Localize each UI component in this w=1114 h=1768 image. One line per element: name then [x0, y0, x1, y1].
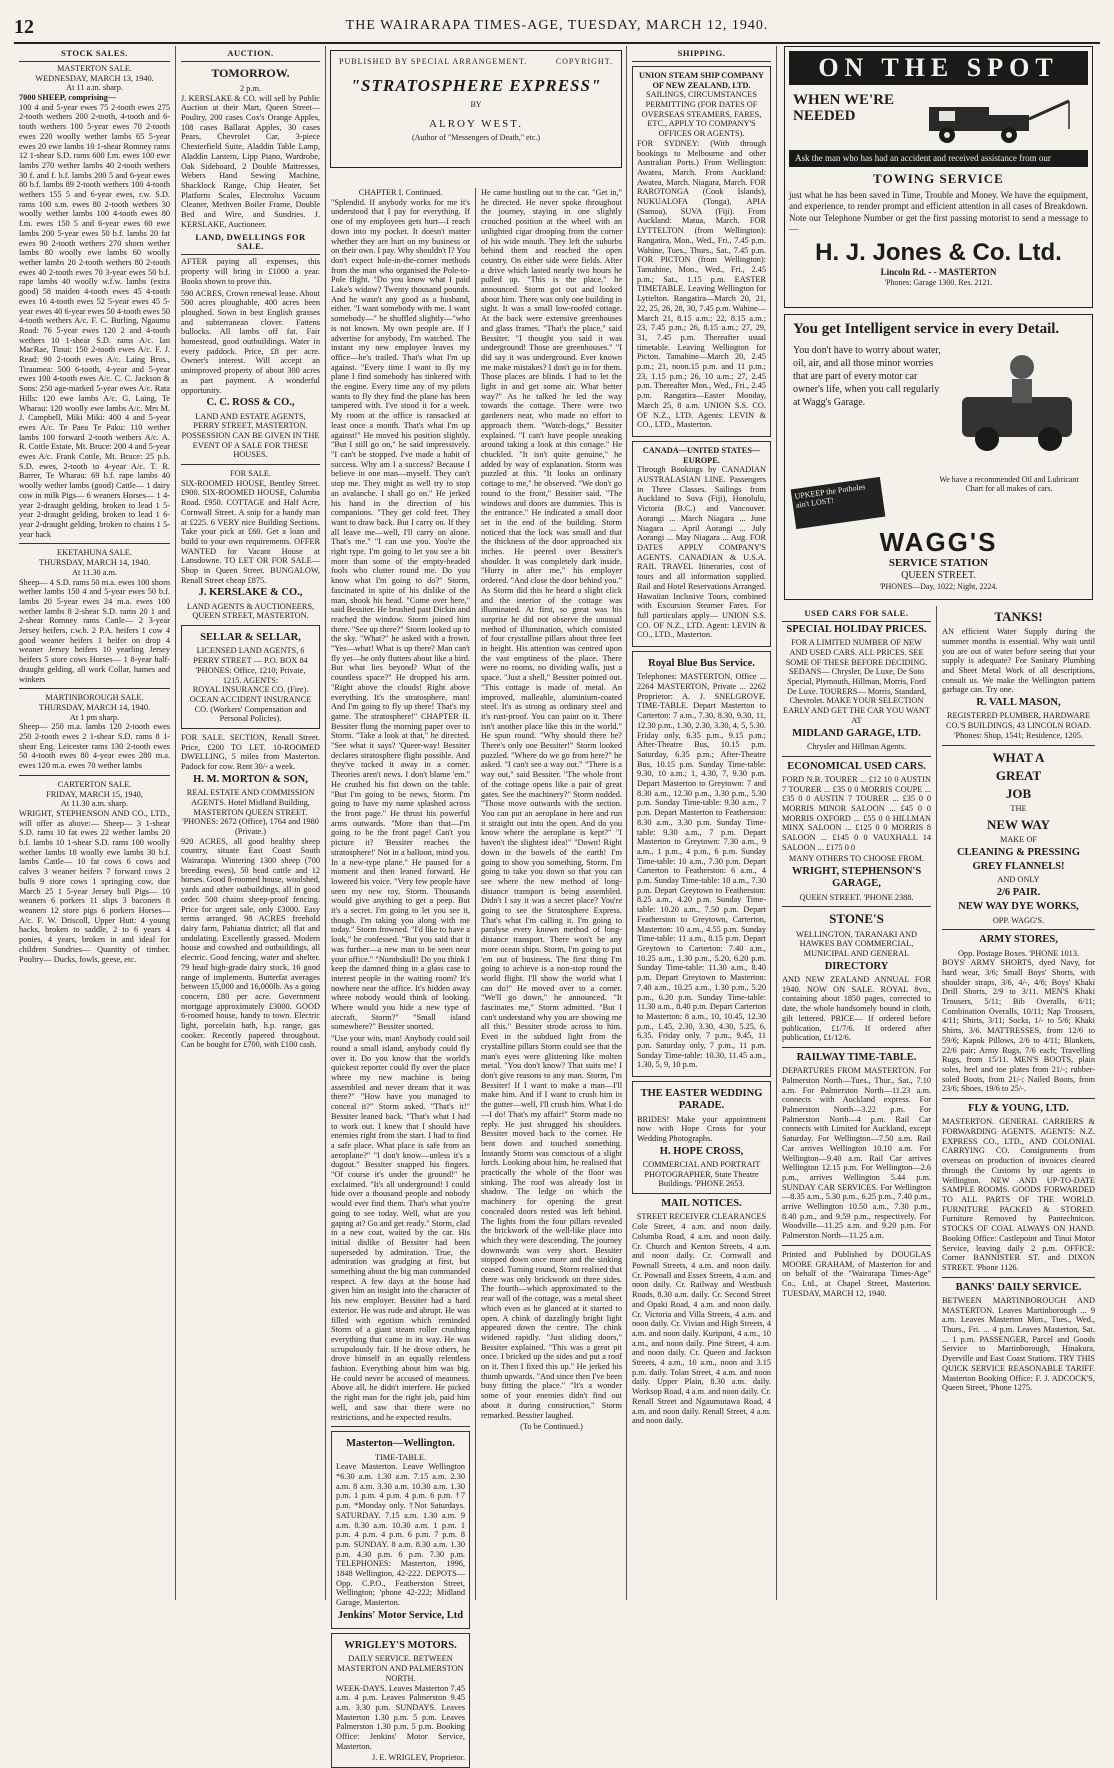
wrigley-rows: WEEK-DAYS. Leaves Masterton 7.45 a.m. 4 p.m. Leaves Palmerston 9.45 a.m. 3.30 p.m. SUNDAYS. Leaves Masterton 1.30 p.m. 5 p.m. Leaves Palmerston 1.30 p.m. 5 p.m. Booking Office: Jenkins' Motor Service, Masterton. [336, 1683, 465, 1751]
waggs-name: WAGG'S [879, 527, 998, 557]
sale-lead: 7000 SHEEP, comprising— [19, 93, 117, 103]
section-heading: STOCK SALES. [19, 49, 170, 62]
serial-arrangement: PUBLISHED BY SPECIAL ARRANGEMENT. [339, 57, 528, 66]
spot-band: Ask the man who has had an accident and received assistance from our [789, 150, 1088, 167]
sale-date: WEDNESDAY, MARCH 13, 1940. [35, 73, 154, 83]
divider [782, 906, 931, 907]
army-stores: ARMY STORES, [979, 934, 1058, 946]
land-ad: AFTER paying all expenses, this property will bring in £1000 a year. Books shown to prove this. [181, 257, 320, 286]
timetable-title: Masterton—Wellington. [346, 1438, 455, 1450]
midland-garage: MIDLAND GARAGE, LTD. [792, 727, 921, 739]
timetable-rows: Leave Masterton. Leave Wellington *6.30 a.m. 1.30 a.m. 7.15 a.m. 2.30 a.m. 8 a.m. 3.30 a.m. 10.30 a.m. 1.30 p.m. 1 p.m. 4 p.m. 4 p.m. 6 p.m. †7 p.m. *Monday only. †Not Saturdays. SATURDAY. 7.15 a.m. 1.30 a.m. 9 a.m. 8.30 a.m. 10.30 a.m. 1 p.m. 1 p.m. 4 p.m. 4 p.m. 6 p.m. 7 p.m. 8 p.m. SUNDAY. 8 a.m. 8.30 a.m. 1.30 p.m. 4.30 p.m. 6 p.m. 7.30 p.m. TELEPHONES: Masterton, 1996, 1848 Wellington, 42-222. DEPOTS—Opp. C.P.O., Featherston Street, Wellington; 'phone 42-222; Midland Garage, Masterton. [336, 1462, 465, 1608]
divider [782, 756, 931, 757]
land-ad: 590 ACRES, Crown renewal lease. About 500 acres ploughable, 400 acres been ploughed. Sown in best English grasses and subterranean clover. Fattens bullocks. All lambs off fat. Fair homestead, good outbuildings. Water in every paddock. Price, £8 per acre. Owner's interest. Will accept an unimproved property of about 300 acres as part payment. A wonderful opportunity. [181, 288, 320, 395]
dye-price: 2/6 PAIR. [996, 887, 1041, 898]
wright-stephenson-sub: QUEEN STREET. 'PHONE 2388. [799, 892, 914, 902]
spot-title: ON THE SPOT [789, 51, 1088, 85]
chapter-heading: CHAPTER I. Continued. [358, 188, 443, 197]
divider [331, 1426, 470, 1427]
midland-sub: Chrysler and Hillman Agents. [806, 741, 907, 751]
timetable-subtitle: TIME-TABLE. [374, 1452, 427, 1462]
dye-new-way: NEW WAY [987, 816, 1050, 832]
serial-title: "STRATOSPHERE EXPRESS" [350, 76, 602, 96]
sale-heading: MASTERTON SALE. [57, 63, 132, 73]
divider [942, 1098, 1095, 1099]
serial-by: BY [470, 100, 482, 110]
serial-notice [339, 57, 613, 66]
tanks-heading: TANKS! [994, 609, 1043, 624]
divider [19, 543, 170, 544]
stones-heading: STONE'S [829, 911, 884, 927]
land-ad: SIX-ROOMED HOUSE, Bentley Street. £900. SIX-ROOMED HOUSE, Columba Road. £950. COTTAGE and Half Acre, Cornwall Street. A snip for a handy man at £225. 6 VERY nice Building Sections. Take your pick at £60. Get a loan and build to your own requirements. OFFER WANTED for Vacant House at Lansdowne. TO LET OR FOR SALE—Shop in Queen Street. BUNGALOW, Renall Street cheap £875. [181, 478, 320, 585]
page-number: 12 [14, 16, 34, 38]
wrigley-subtitle: DAILY SERVICE. BETWEEN MASTERTON AND PALMERSTON NORTH. [337, 1654, 464, 1683]
towing-service: TOWING SERVICE [873, 170, 1004, 186]
story-text: "Splendid. If anybody works for me it's understood that I pay for everything. If one of my employees gets hurt—I reach down into my pocket. It doesn't matter whether they are hurt on my business or on their own. I pay. Why shouldn't I? You don't expect hole-in-the-corner methods from the man who organised the Pole-to-Pole flight. "Do you know what I paid Lake's widow? Twenty thousand pounds. And he wasn't any good as a husband, either. "I want somebody with me. I want somebody—" he shuffled slightly—"who is not known. My own people are. If I advertise for anybody, I'm watched. The instant my new employee leaves my office—he's trailed. That's what I'm up against. "Every time I want to fly my plane I find somebody has tinkered with the engine. Every time any of my pilots wants to fly they find the plane has been tampered with. I've stood it for a week. My room at the office is ransacked at least once a month. That's what I'm up against!" He moved his position slightly. "But I still go on," he said impressively. "I can't be stopped. I've made a habit of success. Why am I a success? Because I believe in one man—myself. They can't stop me. They might as well try to stop an avalanche. I shall go on." He jerked his hand in the direction of his companions. "They get cold feet. They want to draw back. But I carry on. If they all leave me—well, I'll carry on alone. That's me." "I can use you. You're the right type. I'm going to let you see a bit more than some of the empty-headed fools who clutter round me. Do you know what I'm going to do?" Storm, fascinated in spite of his dislike of the man, shook his head. "Come over here," said Bessiter. He brushed past Dickin and reached the window. Storm joined him there. "See up there?" Storm looked up to the sky. "What?" he asked with a frown. "Yes—what! What is up there? Man can't fly yet—he only flutters about like a bird. But what lies beyond? What of the countless space?" He dropped his arm. "Right above the clouds! Right above everything. It's the stratosphere, man! And I'm going to fly up there! That's my game. The stratosphere!" CHAPTER II. Bessiter flung the morning paper over to Storm. "Take a look at that," he directed. "See what it says? 'Queer-way! Bessiter declares stratosphere flight possible. And they've tucked it away in a corner. Theories aren't news. I don't blame 'em." He crushed his fist down on the table. "But I'm going to be news, Storm. I'm going to have my name splashed across the front page." He thrust his powerful arms outwards. "More than that—I'm going to be the front page! Can't you picture it? 'Bessiter reaches the stratosphere!' Not in a balloon, mind you. In a new-type plane." He paused for a moment and then leaned forward. He lowered his voice. "Very few people have seen my new toy, Storm. Thousands would give anything to get a peep. But it's a secret. I'm going to let you see it, though. I'm taking you along with me today." Storm frowned. "I'd like to have a look," he confessed. "But you said that it was further—a new man to be seen near your office." "Numbskull! Do you think I keep the damned thing in a glass case to interest people in the waiting room? It's nowhere near the office. It's hidden away where nobody would think of looking. Where would you hide a new type of aircraft, Storm?" "Small island somewhere?" Bessiter snorted. [331, 197, 470, 1032]
serial-column [326, 46, 627, 1763]
hj-jones-name: H. J. Jones & Co. Ltd. [815, 239, 1062, 267]
for-sale-heading: FOR SALE. [229, 469, 272, 479]
canada-body: Through Bookings by CANADIAN AUSTRALASIAN LINE. Passengers in Three Classes. Sailings from Auckland to Suva (Fiji), Honolulu, Victoria (B.C.) and Vancouver. Aorangi ... March Niagara ... June Niagara ... April Aorangi ... July Aorangi ... May Niagara ... Aug. FOR DATES APPLY COMPANY'S AGENTS. CANADIAN & U.S.A. RAIL TRAVEL Itineraries, cost of tours and all information supplied. Rail and Hotel Reservations Arranged. Hawaiian Inclusive Tours, combined with Excursion Steamer Fares. For full particulars apply— UNION S.S. CO. OF N.Z., LTD. Agent: LEVIN & CO., LTD., Masterton. [637, 465, 766, 640]
section-heading: USED CARS FOR SALE. [782, 609, 931, 622]
directory-heading: DIRECTORY [824, 960, 889, 972]
holiday-prices: SPECIAL HOLIDAY PRICES. [786, 623, 927, 635]
agent-detail: LAND AGENTS & AUCTIONEERS, QUEEN STREET, MASTERTON. [186, 601, 315, 621]
sailings-list: FOR SYDNEY: (With through bookings to Melbourne and other Australian Ports.) From Wellington: Awatea, March. From Auckland: Awatea, March. Niagara, March. FOR RAROTONGA (Cook Islands), NUKUALOFA (Tonga), APIA (Samoa), SUVA (Fiji). From Auckland: Matua, March. FOR LYTTELTON (from Wellington): Rangatira, Mon., Wed., Fri., 7.45 p.m. Wahine, Tues., Thurs., Sat., 7.45 p.m. FOR PICTON (from Wellington): Tamahine, Mon., Wed., Fri., 2.45 p.m.; Sat., 1.15 p.m. EASTER TIMETABLE. Leaving Wellington for Lyttelton. Rangatira—March 20, 21, 22, 25, 26, 28, 30, 7.45 p.m. Wahine—March 21, 8.15 a.m.; 22, 8.15 a.m.; 23, 7.45 p.m.; 26, 8.15 a.m.; 27, 29, 31, 7.45 p.m. Thereafter usual timetable. Leaving Wellington for Picton. Tamahine—March 20, 2.45 p.m.; 21, noon.15 p.m. and 11 p.m.; 23, 1.15 p.m.; 26, 10 a.m.; 27, 2.45 p.m. Thereafter Mon., Wed., Fri., 2.45 p.m. Rangatira—Easter Monday, March 25, 8 a.m. UNION S.S. CO. OF N.Z., LTD. Agents: LEVIN & CO., LTD., Masterton. [637, 138, 766, 430]
tanks-body: AN efficient Water Supply during the summer months is essential. Why wait until you are out of water before seeing that your supply is adequate? For Sanitary Plumbing and Sheet Metal Work of all descriptions, consult us. We make the Wellington pattern garbage can. Try one. [942, 627, 1095, 695]
company-name: UNION STEAM SHIP COMPANY OF NEW ZEALAND, LTD. [639, 70, 764, 90]
army-body: BOYS' ARMY SHORTS, dyed Navy, for hard wear, 3/6; Small Boys' Shorts, with shoulder straps, 3/6, 4/-, 4/6; Boys' Khaki Drill Shorts, 2/9 to 3/11. MEN'S Khaki Trousers, 5/11; Bib Overalls, 6/11; Combination Overalls, 10/11; Nap Trousers, 4/11; Shirts, 3/11; Socks, 1/- to 5/6; Khaki Shirts, 3/6. MATTRESSES, from 12/6 to 59/6; Kapok Pillows, 2/6 to 4/11; Blankets, 22/6 pair; Army Rugs, 7/6 each; Travelling Rugs, from 15/11. MEN'S BOOTS, plain soles, heel and toe plates from 21/-; rubber-soled Boots, from 21/-; Nailed Boots, from 23/6; Shoes, 19/6 to 25/-. [942, 958, 1095, 1094]
photographer-name: H. HOPE CROSS, [659, 1145, 744, 1157]
royal-blue-bus-ad [632, 651, 771, 1077]
dye-grey: GREY FLANNELS! [972, 861, 1065, 873]
stones-body: WELLINGTON, TARANAKI AND HAWKES BAY COMMERCIAL, MUNICIPAL AND GENERAL [796, 929, 917, 959]
sale-list: Sheep— 4 S.D. rams 50 m.a. ewes 100 shorn wether lambs 150 4 and 5-year ewes 50 b.f. lambs 20 5-year ewes 24 m.a. ewes 100 wether lambs 8 2-shear S.D. rams 20 1 and 2-shear Romney rams Cattle— 2 3-year Jersey heifers, r.w.b. 2 P.A. heifers 1 cow 4 good weaner heifers 1 heifer on drop 4 weaner Jersey heifers 10 yearling Jersey heifers 5 store cows Horses— 1 8-year half-draught gelding, all work Collar, hames and winkers [19, 577, 170, 684]
dye-only: AND ONLY [997, 875, 1040, 885]
directory-body: AND NEW ZEALAND ANNUAL FOR 1940. NOW ON SALE. ROYAL 8vo., containing about 1850 pages, corrected to date, the whole handsomely bound in cloth, gilt lettered. PRICE— If ordered before publication, £1/7/6. If ordered after publication, £1/12/6. [782, 975, 931, 1043]
sale-date: FRIDAY, MARCH 15, 1940, [46, 789, 143, 799]
used-cars-column [777, 606, 937, 1600]
spot-row [789, 89, 1088, 147]
sale-date: THURSDAY, MARCH 14, 1940. [38, 702, 151, 712]
wagg-street: QUEEN STREET. [901, 570, 976, 582]
hj-jones-address: Lincoln Rd. - - MASTERTON [880, 267, 997, 278]
tow-truck-icon [909, 89, 1089, 147]
agent-name: H. M. MORTON & SON, [193, 773, 308, 785]
auction-column [176, 46, 326, 1600]
serial-author: ALROY WEST. [429, 117, 523, 130]
agent-name: SELLAR & SELLAR, [200, 632, 301, 644]
story-column-right [476, 188, 627, 1600]
agent-detail: ROYAL INSURANCE CO. (Fire). OCEAN ACCIDENT INSURANCE CO. (Workers' Compensation and Personal Policies). [189, 685, 312, 724]
dye-what: WHAT A [992, 749, 1045, 765]
sale-heading: MARTINBOROUGH SALE. [45, 693, 144, 703]
agent-detail: PERRY STREET, MASTERTON. [193, 421, 308, 431]
serial-copyright: COPYRIGHT. [555, 57, 613, 66]
agent-name: J. KERSLAKE & CO., [198, 587, 303, 599]
agent-detail: LICENSED LAND AGENTS, 6 PERRY STREET — P.O. BOX 84 'PHONES: Office, 1210; Private, 1215. AGENTS: [193, 646, 308, 685]
dye-the: THE [1010, 804, 1027, 814]
army-sub: Opp. Postage Boxes. 'PHONE 1013. [957, 948, 1080, 958]
canada-line-ad [632, 441, 771, 647]
wagg-headline: You get Intelligent service in every Detail. [793, 321, 1060, 337]
imprint: Printed and Published by DOUGLAS MOORE GRAHAM, of Masterton for and on behalf of the "Wairarapa Times-Age" Co., Ltd., at Chapel Street, Masterton. TUESDAY, MARCH 12, 1940. [782, 1249, 931, 1298]
sale-list: 100 4 and 5-year ewes 75 2-tooth ewes 275 2-tooth wethers 200 2-tooth, 4-tooth and 6-tooth wethers 100 5-year ewes 70 2-tooth ewes 220 woolly wether lambs 65 5-year ewes 20 ewe lambs 10 1-shear Romney rams 12 1-shear S.D. rams 600 f.m. ewes 100 ewe lambs 270 wether lambs 40 2-tooth wethers 30 f. and f. b.f. lambs 200 5 and 6-year ewes 80 b.f. lambs 89 2-tooth wethers 100 4-tooth wethers 155 5 and 6-year ewes, r.w. S.D. rams 100 s.m. ewes 80 2-tooth wethers 30 woolly wether lambs 100 4-tooth ewes 80 f.m. ewes 150 5 and 6-year ewes 60 ewe lambs 200 5-year ewes 50 b.f. lambs 20 fat ewes 90 2-tooth wethers 270 shorn wether lambs 80 woolly ewe lambs 60 woolly wether lambs 20 2-tooth wethers 80 2-tooth ewes 40 2-tooth ewes 70 3-year ewes 50 b.f. rape lambs 40 woolly w.f.w. lambs (extra good) 58 maiden 4-tooth ewes 45 4-tooth ewes 16 4-tooth ewes 52 5-year ewes 45 5-year ewes 40 6-year ewes 50 4-tooth ewes 50 4-tooth wethers A/c. F. C. Burling, Ngaumu Road: 76 5-year ewes 120 2 and 4-tooth wethers 10 1-shear S.D. rams A/c. Ian MacRae, Tinui: 150 2-tooth ewes A/c. F. J. Read: 90 2-tooth ewes A/c. Laing Bros., Tiraumea: 500 6-tooth, 4-year and 5-year ewes 100 4-tooth ewes A/c. C. C. Jackson & Sons: 250 age-marked 5-year ewes A/c. Rata Hills: 120 ewe lambs A/c. G. Laing, Te Wharau: 120 woolly ewe lambs A/c. Mrs M. J. Campbell, Miki Miki: 400 4 and 5-year ewes A/c. Te Paea Te Paku: 110 wether lambs 100 forward 2-tooth wethers A/c. A. R. Cottle Estate, Mt. Bruce: 200 4 and 5-year ewes A/c. Frank Cottle, Mt. Bruce: 25 p.b. S.D. ewes, 2-tooth to 4-year A/c. T. R. Barrer, Te Wharau: 69 b.f. rape lambs 40 woolly wether lambs (good) Cattle— 1 dairy cow in milk Pigs— 6 weaners Horses— 1 4-year 2-draught gelding, broken to lead 1 5-year 2-draught gelding, broken to lead 1 6-year 2-draught gelding, broken to chains 1 5-year hack [19, 102, 170, 539]
divider [19, 688, 170, 689]
sale-time: At 11.30 a.m. sharp. [60, 799, 129, 809]
dye-cleaning: CLEANING & PRESSING [956, 846, 1081, 858]
spot-body: just what he has been saved in Time, Trouble and Money. We have the equipment, and experience, to render prompt and efficient attention in all cases of Breakdown. Note our Telephone Number or get the first passing motorist to send a message to— [789, 190, 1088, 234]
section-heading: SHIPPING. [632, 49, 771, 62]
wagg-footer [785, 527, 1092, 591]
railway-heading: RAILWAY TIME-TABLE. [796, 1051, 917, 1063]
story-column-left [326, 188, 476, 1763]
wrigley-signature: J. E. WRIGLEY, Proprietor. [371, 1753, 465, 1763]
page-header [14, 10, 1100, 44]
company-notice: SAILINGS, CIRCUMSTANCES PERMITTING (FOR DATES OF OVERSEAS STEAMERS, FARES, ETC., APPLY TO COMPANY'S OFFICES OR AGENTS). [641, 90, 762, 139]
divider [942, 745, 1095, 746]
auction-heading: TOMORROW. [211, 65, 290, 80]
used-cars-body: FOR A LIMITED NUMBER OF NEW AND USED CARS. ALL PRICES. SEE SOME OF THESE BEFORE DECIDING. SEDANS— Chrysler, De Luxe, De Soto Special, Plymouth, Hillman, Morris, Ford De Luxe. TOURERS— Morris, Standard, Chevrolet. MAKE YOUR SELECTION EARLY AND GET THE CAR YOU WANT AT [783, 638, 930, 725]
timetable-company: Jenkins' Motor Service, Ltd [337, 1609, 464, 1621]
sale-time: At 11 a.m. sharp. [66, 83, 123, 93]
sale-time: At 1 pm sharp. [69, 712, 120, 722]
wrigley-title: WRIGLEY'S MOTORS. [344, 1640, 457, 1652]
sale-time: At 11.30 a.m. [71, 567, 118, 577]
divider [19, 775, 170, 776]
wagg-sub: SERVICE STATION [888, 557, 989, 570]
dye-make-of: MAKE OF [999, 835, 1038, 845]
auction-time: 2 p.m. [240, 83, 261, 93]
mail-subheading: STREET RECEIVER CLEARANCES [636, 1212, 767, 1222]
agent-detail: LAND AND ESTATE AGENTS, [195, 411, 306, 421]
bus-timetable-ad [331, 1431, 470, 1629]
sale-list: WRIGHT, STEPHENSON AND CO., LTD., will offer as above:— Sheep— 3 1-shear S.D. rams 10 fat ewes 22 wether lambs 20 b.f. lambs 10 1-shear S.D. rams 100 woolly wether lambs 18 woolly ewe lambs 30 b.f. lambs Cattle— 10 fat cows 6 cows and calves 3 weaner heifers 7 forward cows 2 bulls 9 store cows 1 springing cow, due March 25 1 5-year Jersey bull Pigs— 10 weaners 6 porkers 11 slips 3 baconers 8 weaners 12 store pigs 6 porkers Horses— A/c. F. W. Driscoll, Upper Hutt: 4 young hacks, broken to saddle, 2 to 6 years 4 ponies, 4 years, broken in and ideal for children Sundries— Quantity of timber. Poultry— Ducks, fowls, geese, etc. [19, 808, 170, 964]
sale-heading: CARTERTON SALE. [57, 779, 132, 789]
photographer-detail: COMMERCIAL AND PORTRAIT PHOTOGRAPHER, State Theatre Buildings. 'PHONE 2653. [642, 1160, 761, 1189]
to-be-continued: (To be Continued.) [520, 1422, 583, 1432]
wagg-body: You don't have to worry about water, oil, air, and all those minor worries that are part of every motor car owner's life, when you call regularly at Wagg's Garage. [793, 345, 941, 409]
upkeep-sign: UPKEEP the Potholes ain't LOST! [791, 477, 886, 529]
spot-slogan: WHEN WE'RE NEEDED [793, 92, 894, 125]
tow-truck-illustration [909, 89, 1088, 147]
masthead: THE WAIRARAPA TIMES-AGE, TUESDAY, MARCH 12, 1940. [345, 18, 769, 33]
easter-heading: THE EASTER WEDDING PARADE. [640, 1088, 763, 1112]
story-text: He came bustling out to the car. "Get in," he directed. He never spoke throughout the journey, staying in one slightly crouched position at the wheel with an unlighted cigar drooping from the corner of his wide mouth. They left the suburbs behind them and reached the open country. On either side were fields. After a drive which lasted nearly two hours he pulled up. "This is the place," he announced. Storm got out and looked about him. There was only one building in sight. It was a small low-roofed cottage. At the back were extensive greenhouses and glass frames. "That's the place," said Bessiter. "I thought you said it was underground! Those are greenhouses." "I did say it was underground. Ever known me make mistakes? I don't go in for them. Those places are blinds. I had to let the light in and get some air. What better way?" As he talked he led the way towards the cottage. There were two gardeners near, who made no effort to approach them. "Watch-dogs," Bessiter explained. "I can't have people sneaking around taking a look at this cottage." He chuckled. "It isn't quite genuine," he added by way of explanation. Storm was puzzled at this. "It looks an ordinary cottage to me," he observed. "We don't go round to the front," Bessiter said. "The windows and doors are dummies. This is the entrance." He indicated a small door set in the end of the building. Storm noticed that the lock was small and that the thickness of the door approached six inches. He peered over Bessiter's shoulder. It was completely dark inside. "Hurry in after me," his employer ordered. "And close the door behind you." As Storm did this he heard a slight click and the interior of the cottage was illuminated. At first, so great was his surprise he did not observe the unusual method of illumination, which consisted of four crystalline pillars about three feet in height. His attention was centred upon the vast emptiness of the place. There were no rooms, no dividing walls, just a space. "Just a shell," Bessiter pointed out. "This cottage is made of metal. An improved, malleable, aluminium-coated steel. It's as strong as ordinary steel and it's rust-proof. You can paint on it. There isn't another place like this in the world." He spun round. "Why should there be? There's only one Bessiter!" Storm looked puzzled. "Where do we go from here?" he asked. "I can't see a way out." "There is a way out," said Bessiter. "The whole front of the cottage opens like a pair of great gates. See the machinery?" Storm nodded. "Those move outwards with the section. You can put an aeroplane in here and run it straight out into the open. And do you know where the aeroplane is kept?" "I haven't the slightest idea!" "Down! Right down in the bowels of the earth! I'm going to show you something, Storm. I'm going to take you down so that you can see where the new method of long-distance transport is being assembled. Didn't I say it was a secret place? You're going to see the Stratosphere Express. That's what I'm calling it. I'm going to paralyse every known method of long-distance transport. There won't be any more ocean ships. Storm, I'm going to put 'em out of business. The first thing I'm going to achieve is a non-stop round the world flight. I'll show the world what I can do!" He moved over to a corner. "We'll go down," he announced. "It fascinates me," Storm admitted. "But I can't understand why you are showing me all this." Bessiter strode across to him. Even in the subdued light from the crystalline pillars Storm could see that the man's eyes were glistening like molten metal. "You don't know? That suits me! I don't give reasons to any man. Storm, I'm Bessiter! If I want to make a man—I'll make him. And if I want to crush him in the gutter—well, I'll crush him. What I do—I do! That's my affair!" Storm made no reply. He just shrugged his shoulders. Bessiter moved back to the corner. He bent down and touched something. Instantly Storm was conscious of a slight lurch. Looking about him, he realised that practically the whole of the floor was sinking. The roof was already lost in shadow. The ledge on which the machinery for opening the great concealed doors rested was left behind. The lights from the four pillars revealed the brickwork of the well-like place into which they were descending. The journey downwards was very short. Bessiter stopped down once more and the sinking ceased. Turning round, Storm realised that there was only brickwork on three sides. The fourth—which approximated to the rear wall of the cottage, was a metal sheet which even as he glanced at it started to open. A chink of dazzlingly bright light appeared down the centre. The chink widened rapidly. "Just sliding doors," Bessiter explained. "This was a great pit once. I bricked up the sides and put a roof on it. Then I fixed this up." He jerked his thumb upwards. "And since then I've been busy fitting the place." "It's a wonder some of your enemies didn't find out about it during construction," Storm remarked. Bessiter laughed. [481, 188, 622, 1420]
railway-body: DEPARTURES FROM MASTERTON. For Palmerston North—Tues., Thur., Sat., 7.10 a.m. For Palmerston North—11.23 a.m. connects with Auckland express. For Palmerston North—3.22 p.m. For Palmerston North—4 p.m. Rail Car connects with Limited for Auckland, except Saturday. For Wellington—7.50 a.m. Rail Car arrives Wellington 10.10 a.m. For Wellington—9.40 a.m. Rail Car arrives Wellington 12.15 p.m. For Wellington—2.6 p.m., arrives Wellington 5.44 p.m. SUNDAY CAR SERVICES. For Wellington—8.35 a.m., 5.30 p.m., 6.25 p.m., 7.40 p.m., arrive Wellington 10.50 a.m., 7.30 p.m., 8.40 p.m., and 9.59 p.m., respectively. For Woodville—11.25 a.m. and 9.20 p.m. For Palmerston North—11.25 a.m. [782, 1066, 931, 1241]
agent-detail: POSSESSION CAN BE GIVEN IN THE EVENT OF A SALE FOR THESE HOUSES. [181, 430, 320, 460]
agent-detail: REAL ESTATE AND COMMISSION AGENTS. Hotel Midland Building, MASTERTON QUEEN STREET. 'PHONES: 2672 (Office), 1764 and 1980 (Private.) [182, 788, 319, 836]
bus-title: Royal Blue Bus Service. [648, 658, 755, 670]
land-ad: FOR SALE. SECTION, Renall Street. Price, £200 TO LET. 10-ROOMED DWELLING, 5 miles from Masterton. Padock for cow. Rent 30/- a week. [181, 733, 320, 772]
divider [942, 1277, 1095, 1278]
wagg-chart-note: We have a recommended Oil and Lubricant Chart for all makes of cars. [939, 475, 1079, 494]
many-others: MANY OTHERS TO CHOOSE FROM. [788, 854, 925, 864]
fly-young: FLY & YOUNG, LTD. [968, 1103, 1069, 1115]
ads-subcolumns [777, 606, 1100, 1600]
spot-left [789, 89, 909, 147]
economical-cars: ECONOMICAL USED CARS. [787, 760, 926, 772]
dye-works: NEW WAY DYE WORKS, [958, 901, 1079, 913]
wright-stephenson-garage: WRIGHT, STEPHENSON'S GARAGE, [791, 866, 922, 890]
land-ad: 920 ACRES, all good healthy sheep country, situate East Coast South Wairarapa. Wintering 1300 sheep (700 breeding ewes), 50 head cattle and 12 horses. Good 8-roomed house, woolshed, yards and other outbuildings, all in good order. 500 chains sheep-proof fencing. Price for urgent sale, only £3000. Easy terms arranged. 98 ACRES freehold dairy farm, Pahiatua district; all flat and undulating. Excellently grassed. Modern house and cowshed and outbuildings, all electric. Good fencing, water and shelter. 79 head high-grade dairy stock, 16 good range of implements. Butterfat averages between 15,000 and 16,000lb. As a going concern, £80 per acre. Government mortgage approximately £3000. GOOD 6-roomed house, handy to town. Electric light, porcelain bath, h.p. range, gas cooker. Recently papered throughout. Can be bought for £700, with £100 cash. [181, 836, 320, 1050]
waggs-garage-ad [784, 314, 1093, 600]
divider [782, 1047, 931, 1048]
mail-heading: MAIL NOTICES. [661, 1198, 742, 1210]
hj-jones-phones: 'Phones: Garage 1300. Res. 2121. [884, 277, 993, 287]
tanks-column [937, 606, 1100, 1600]
easter-body: BRIDES! Make your appointment now with Hope Cross for your Wedding Photographs. [637, 1114, 766, 1144]
newspaper-columns [14, 46, 1100, 1763]
dye-great: GREAT [995, 767, 1042, 783]
serial-title-box [330, 50, 622, 168]
divider [181, 464, 320, 465]
story-text: "Use your wits, man! Anybody could soil round a small island, anybody could fly over it. Do you know that the world's quickest reporter could fly over the place where my new machine is being assembled and never dream that it was there?" "How have you managed to conceal it?" Storm asked. "That's it!" Bessiter leaned back. "That's what I had to work out. I knew that I should have enemies right from the start. I had to find a safe place. What place is safe from an aeroplane?" "I don't know—unless it's a dugout." Bessiter snapped his fingers. "Of course it's under the ground!" he exclaimed. "It's all underground! I could hide over a thousand people and nobody would ever find them. That's what you're going to see today. Well, what are you gaping at? Go and get ready." Storm, clad in a new coat, waited by the car. His initial dislike of Bessiter had been superseded by admiration. True, the admiration was grudging at first, but something about the big man commanded respect. A few days at the house had given him an insight into the character of his new employer. Bessiter had a hard exterior. He was rude and abrupt. He was filled with egotism which reminded Storm of a giant steam roller crushing everything that came in its way. He was scrupulously fair. If he drove others, he drove himself in an equally relentless fashion. Everything about him was big. He could never be accused of meanness. Above all, he didn't interfere. He picked the right man for the right job, paid him well, and saw that there were no restrictions, and he expected results. [331, 1034, 470, 1422]
serial-note: (Author of "Messengers of Death," etc.) [411, 133, 541, 143]
bus-timetable: Telephones: MASTERTON, Office ... 2264 MASTERTON, Private ... 2262 Proprietor: A. J. SNELGROVE. TIME-TABLE. Depart Masterton to Carterton: 7 a.m., 7.30, 8.30, 9.30, 11, 12.30 p.m., 1.30, 2.30, 3.30, 4, 5, 5.30. Friday only, 6.35 p.m., 9.15 p.m.; After-Theatre Bus, 10.15 p.m. Saturday, 6.35 p.m.; After-Theatre Bus, 10.15 p.m. Sunday Time-table: 9.30, 10 a.m.; 1, 4.30, 7, 9.30 p.m. Depart Masterton to Greytown: 7 and 8.30 a.m., 12.30 p.m., 3.30 p.m., 5.30 p.m. Sunday Time-table: 9.30 a.m., 7 p.m. Depart Masterton to Featherston: 8.30 a.m., 3.30 p.m. Sunday Time-table: 9.30 a.m., 7 p.m. Depart Masterton to Greytown: 7.30 a.m., 9 a.m., 1 p.m., 4 p.m., 6 p.m. Sunday Time-table: 10 a.m., 7.30 p.m. Depart Carterton to Featherston: 6 a.m., 4 p.m. Sunday Time-table: 10 a.m., 7.30 p.m. Depart Greytown to Featherston: 8.25 a.m., 4.20 p.m. Sunday Time-table: 10.20 a.m., 7.50 p.m. Depart Featherston to Greytown, Carterton, Masterton: 10 a.m., 4.55 p.m. Sunday Time-table: 11 a.m., 8.15 p.m. Depart Greytown to Carterton: 7.40 a.m., 10.25 a.m., 1.30 p.m., 5.20, 6.20 p.m. Sunday Time-table: 11.30 a.m., 8.40 p.m. Depart Greytown to Masterton: 7.40 a.m., 10.25 a.m., 1.30 p.m., 5.20 p.m., 6.20 p.m. Sunday Time-table: 11.30 a.m., 8.40 p.m. Depart Carterton to Masterton: 8 a.m., 10, 10.45, 12.30 p.m., 1.45, 2.30, 3.30, 4.30, 5.25, 6, 6.35. Friday only, 7 p.m., 9.45, 11 p.m. Saturday only, 7 p.m., 11 p.m. Sunday Time-table: 10.30, 11.45 a.m., 1.30, 5, 9, 10 p.m. [637, 672, 766, 1070]
mail-list: Cole Street, 4 a.m. and noon daily. Columba Road, 4 a.m. and noon daily. Cr. Church and Kenton Streets, 4 a.m. and noon daily. Cr. Cornwall and Pownall Streets, 4 a.m. and noon daily. Cr. Pownall and Essex Streets, 4 a.m. and noon daily. Cr. Railway and Westbush Roads, 8.30 a.m. daily. Cr. Second Street and Opaki Road, 4 a.m. and noon daily. Cr. Victoria and Villa Streets, 4 a.m. and noon daily. Cr. Vivian and High Streets, 4 a.m. and noon daily. Kuripuni, 4 a.m., 10 a.m., and noon daily. Pine Street, 4 a.m. and noon daily. Cr. Queen and Jackson Streets, 4 a.m., 10 a.m., noon and 3.15 p.m. daily. Tolan Street, 4 a.m. and noon daily. Upper Plain, 8.30 a.m. daily. Worksop Road, 4 a.m. and noon daily. Cr. Renall Street and Ngaumutawa Road, 4 a.m. and noon daily. Renall Street, 4 a.m. and noon daily. [632, 1222, 771, 1426]
sellar-ad [181, 625, 320, 729]
banks-body: BETWEEN MARTINBOROUGH AND MASTERTON. Leaves Martinborough ... 9 a.m. Leaves Masterton Mon., Tues., Wed., Thurs., Fri. ... 4 p.m. Leaves Masterton, Sat. ... 1 p.m. PASSENGER, Parcel and Goods Service to Martinborough, Hinakura, Dyerville and East Coast Stations. TRY THIS QUICK SERVICE REASONABLE TARIFF. Masterton Booking Office: F. J. ADCOCK'S, Queen Street, 'Phone 1275. [942, 1295, 1095, 1393]
shipping-column [627, 46, 777, 1600]
ads-column [777, 46, 1100, 1600]
section-heading: LAND, DWELLINGS FOR SALE. [181, 233, 320, 256]
canada-heading: CANADA—UNITED STATES—EUROPE. [642, 445, 761, 465]
banks-service: BANKS' DAILY SERVICE. [955, 1281, 1082, 1293]
dye-job: JOB [1005, 785, 1032, 801]
vall-mason: R. VALL MASON, [976, 697, 1061, 709]
wrigley-ad [331, 1633, 470, 1768]
sale-heading: EKETAHUNA SALE. [57, 548, 132, 558]
stock-sales-column [14, 46, 176, 1600]
vall-mason-detail: REGISTERED PLUMBER, HARDWARE CO.'S BUILDINGS, 43 LINCOLN ROAD. 'Phones: Shop, 1541; Residence, 1205. [945, 711, 1092, 740]
agent-name: C. C. ROSS & CO., [206, 397, 295, 409]
auction-text: J. KERSLAKE & CO. will sell by Public Auction at their Mart, Queen Street— Poultry, 200 cases Cox's Orange Apples, 108 cases Ballarat Apples, 30 cases Pears, Chevrolet Car, 3-piece Chesterfield Suite, Aladdin Table Lamp, Aladdin Lantern, Lipp Piano, Wardrobe, Oak Sideboard, 2 Double Mattresses, Webers Hand Sewing Machine, Shacklock Range, Chip Heater, Set Platform Scales, Electrolux Vacuum Cleaner, Methven Boiler Frame, Double Bed and Wire, and Sundries. J. KERSLAKE, Auctioneer. [181, 93, 320, 229]
section-heading: AUCTION. [181, 49, 320, 62]
wagg-phones: 'PHONES—Day, 1022; Night, 2224. [879, 581, 998, 591]
sale-date: THURSDAY, MARCH 14, 1940. [38, 558, 151, 568]
divider [942, 929, 1095, 930]
on-the-spot-ad [784, 46, 1093, 308]
car-list: FORD N.B. TOURER ... £12 10 0 AUSTIN 7 TOURER ... £35 0 0 MORRIS COUPE ... £35 0 0 AUSTIN 7 TOURER ... £35 0 0 MORRIS MINOR SALOON ... £45 0 0 MORRIS OXFORD ... £55 0 0 HILLMAN MINX SALOON ... £125 0 0 MORRIS 8 SALOON ... £145 0 0 VAUXHALL 14 SALOON ... £175 0 0 [782, 774, 931, 852]
fly-young-body: MASTERTON. GENERAL CARRIERS & FORWARDING AGENTS. AGENTS: N.Z. EXPRESS CO., LTD., AND COLONIAL CARRYING CO. Consignments from overseas on production of invoices cleared through the Customs by our agents in Wellington. NEW AND UP-TO-DATE SAMPLE ROOMS. GOODS FORWARDED TO ALL PARTS OF THE WORLD. FURNITURE PACKED & STORED. Furniture Removed by Pantechnicon. STOCKS OF COAL ALWAYS ON HAND. Booking Office: Castlepoint and Tinui Motor Service, leaving daily 2 p.m. OFFICE: Corner BANNISTER ST. and DIXON STREET. 'Phone 1126. [942, 1117, 1095, 1272]
mechanic-illustration [952, 337, 1082, 457]
union-steamship-ad [632, 66, 771, 437]
sale-list: Sheep— 250 m.a. lambs 120 2-tooth ewes 250 2-tooth ewes 2 1-shear S.D. rams 8 1-shear Eng. Leicester rams 130 2-tooth ewes 50 4-tooth ewes 80 4-year ewes 280 m.a. ewes 120 m.a. ewes 70 wether lambs [19, 722, 170, 771]
hope-cross-ad [632, 1081, 771, 1194]
dye-opp: OPP. WAGG'S. [992, 915, 1045, 925]
divider [782, 1245, 931, 1246]
